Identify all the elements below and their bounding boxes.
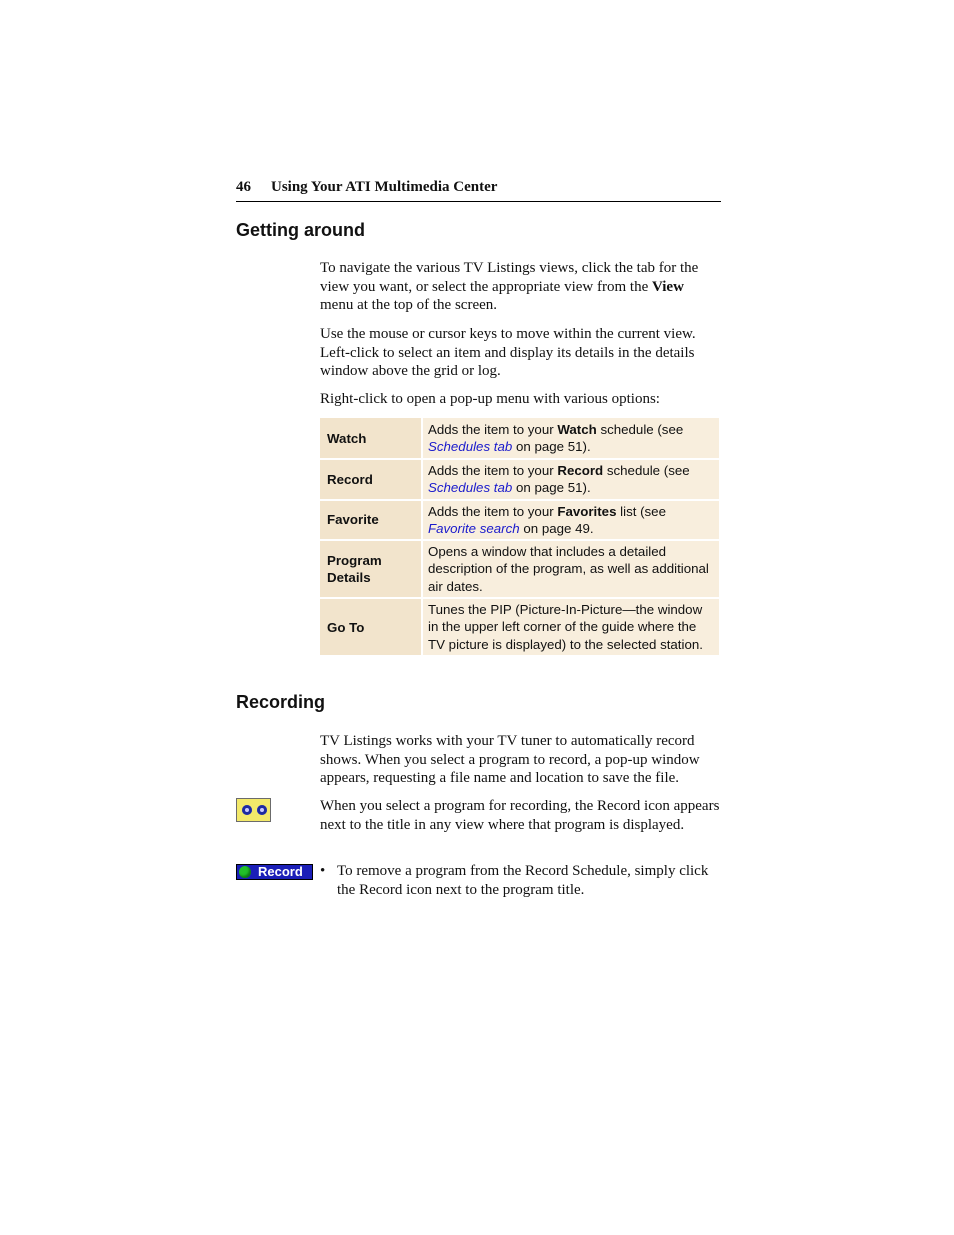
- paragraph-mouse: Use the mouse or cursor keys to move within the current view. Left-click to select an item and display its details in the details window above the grid or log.: [320, 326, 696, 380]
- table-row: [320, 499, 719, 540]
- option-term: Watch: [320, 418, 423, 458]
- record-dot-icon: [239, 866, 251, 878]
- desc-text: Adds the item to your: [428, 421, 558, 437]
- desc-text: schedule (see: [596, 421, 684, 437]
- running-header: [236, 177, 721, 202]
- chapter-title: Using Your ATI Multimedia Center: [271, 179, 498, 195]
- paragraph-record-icon: When you select a program for recording, the Record icon appears next to the title in any view where that program is displayed.: [320, 798, 720, 833]
- desc-bold: Record: [557, 463, 604, 478]
- option-description: [423, 458, 719, 499]
- heading-recording: Recording: [236, 692, 326, 712]
- table-row: [320, 458, 719, 499]
- tape-reel-left: [242, 805, 252, 815]
- desc-text: Adds the item to your: [428, 463, 558, 478]
- option-term: Record: [320, 458, 423, 499]
- tape-reel-right: [257, 805, 267, 815]
- option-description: [423, 418, 719, 458]
- link-favorite-search[interactable]: Favorite search: [428, 520, 520, 536]
- option-term: Favorite: [320, 499, 423, 540]
- desc-text: schedule (see: [603, 463, 690, 478]
- table-row: [320, 597, 719, 655]
- desc-text: on page 49.: [519, 520, 594, 536]
- desc-bold: Favorites: [557, 503, 617, 519]
- bullet-remove-program: To remove a program from the Record Schedule, simply click the Record icon next to the program title.: [337, 863, 709, 898]
- option-description: [423, 499, 719, 540]
- table-row: [320, 418, 719, 458]
- paragraph-navigate: [320, 259, 720, 315]
- heading-getting-around: Getting around: [236, 220, 365, 240]
- table-row: [320, 539, 719, 597]
- option-description: Tunes the PIP (Picture-In-Picture—the window in the upper left corner of the guide where the TV picture is displayed) to the selected station.: [423, 597, 719, 655]
- paragraph-text: To navigate the various TV Listings views, click the tab for the view you want, or select the appropriate view from the: [320, 260, 699, 295]
- paragraph-text: menu at the top of the screen.: [320, 297, 498, 314]
- page-number: 46: [236, 179, 251, 195]
- tape-icon: [236, 798, 271, 822]
- bullet-marker: •: [320, 863, 326, 879]
- link-schedules-tab[interactable]: Schedules tab: [428, 439, 513, 454]
- record-button: [236, 864, 313, 880]
- link-schedules-tab[interactable]: Schedules tab: [428, 480, 513, 496]
- option-term: Go To: [320, 597, 423, 655]
- desc-bold: Watch: [557, 421, 597, 437]
- desc-text: on page 51).: [512, 439, 591, 454]
- record-button-label: Record: [258, 864, 303, 879]
- desc-text: Adds the item to your: [428, 503, 558, 519]
- paragraph-right-click: Right-click to open a pop-up menu with various options:: [320, 391, 660, 407]
- option-description: Opens a window that includes a detailed description of the program, as well as additional air dates.: [423, 539, 719, 597]
- menu-name-view: View: [651, 278, 684, 295]
- paragraph-recording-intro: TV Listings works with your TV tuner to automatically record shows. When you select a program to record, a pop-up window appears, requesting a file name and location to save the file.: [320, 733, 700, 787]
- option-term: Program Details: [320, 539, 423, 597]
- options-table: [320, 418, 719, 655]
- desc-text: list (see: [616, 503, 666, 519]
- desc-text: on page 51).: [512, 480, 591, 496]
